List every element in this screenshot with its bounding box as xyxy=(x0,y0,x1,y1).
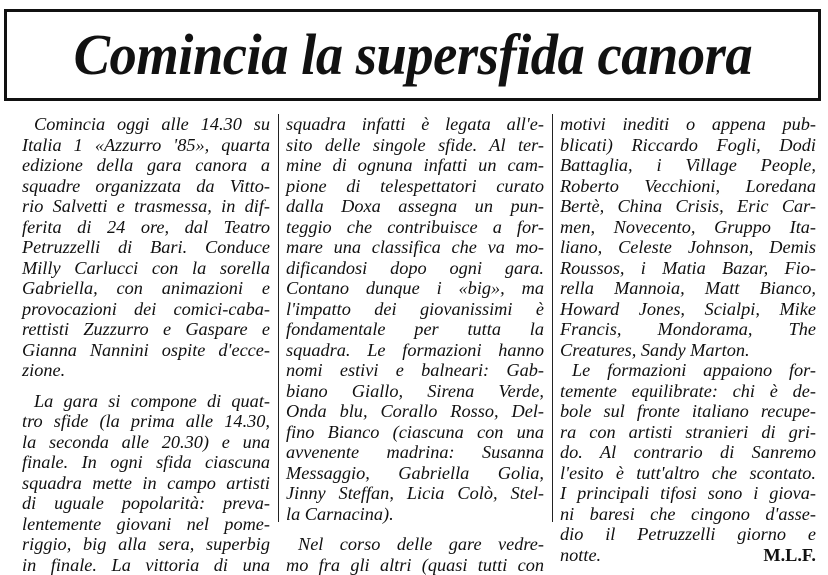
text-line: di uguale popolarità: preva- xyxy=(22,493,270,514)
text-line: dalla Doxa assegna un pun- xyxy=(286,196,544,217)
text-line: finale. In ogni sfida ciascuna xyxy=(22,452,270,473)
text-line: la Carnacina). xyxy=(286,504,544,525)
text-line: motivi inediti o appena pub- xyxy=(560,114,816,135)
text-line: Roberto Vecchioni, Loredana xyxy=(560,176,816,197)
text-line: I principali tifosi sono i giova- xyxy=(560,483,816,504)
text-line: l'impatto dei giovanissimi è xyxy=(286,299,544,320)
text-line: fondamentale per tutta la xyxy=(286,319,544,340)
text-line: avvenente madrina: Susanna xyxy=(286,442,544,463)
text-line: fino Bianco (ciascuna con una xyxy=(286,422,544,443)
text-line: squadra infatti è legata all'e- xyxy=(286,114,544,135)
text-line: men, Novecento, Gruppo Ita- xyxy=(560,217,816,238)
text-line: Jinny Steffan, Licia Colò, Stel- xyxy=(286,483,544,504)
text-line: ferita di 24 ore, dal Teatro xyxy=(22,217,270,238)
text-line: do. Al contrario di Sanremo xyxy=(560,442,816,463)
text-line: Roussos, i Matia Bazar, Fio- xyxy=(560,258,816,279)
text-line: zione. xyxy=(22,360,270,381)
text-line: Creatures, Sandy Marton. xyxy=(560,340,816,361)
text-line: dificandosi dopo ogni gara. xyxy=(286,258,544,279)
text-line: squadra mette in campo artisti xyxy=(22,473,270,494)
text-line: l'esito è tutt'altro che scontato. xyxy=(560,463,816,484)
author-signature: M.L.F. xyxy=(763,545,816,566)
paragraph-gap xyxy=(286,524,544,534)
text-line: mare una classifica che va mo- xyxy=(286,237,544,258)
text-line: Milly Carlucci con la sorella xyxy=(22,258,270,279)
text-line: Contano dunque i «big», ma xyxy=(286,278,544,299)
text-line: Nel corso delle gare vedre- xyxy=(286,534,544,555)
paragraph-gap xyxy=(22,381,270,391)
text-line: Francis, Mondorama, The xyxy=(560,319,816,340)
text-line: dio il Petruzzelli giorno e xyxy=(560,524,816,545)
text-line: rio Salvetti e trasmessa, in dif- xyxy=(22,196,270,217)
text-line: Petruzzelli di Bari. Conduce xyxy=(22,237,270,258)
text-line: Onda blu, Corallo Rosso, Del- xyxy=(286,401,544,422)
text-line: La gara si compone di quat- xyxy=(22,391,270,412)
text-line: provocazioni dei comici-caba- xyxy=(22,299,270,320)
text-line: Messaggio, Gabriella Golia, xyxy=(286,463,544,484)
text-line: ni baresi che cingono d'asse- xyxy=(560,504,816,525)
text-line: riggio, big alla sera, superbig xyxy=(22,534,270,555)
text-line: Bertè, China Crisis, Eric Car- xyxy=(560,196,816,217)
text-line: mo fra gli altri (quasi tutti con xyxy=(286,555,544,575)
text-line: Le formazioni appaiono for- xyxy=(560,360,816,381)
text-line: teggio che contribuisce a for- xyxy=(286,217,544,238)
article-column-2 xyxy=(286,114,544,526)
signature-line xyxy=(560,545,816,566)
text-line: tro sfide (la prima alle 14.30, xyxy=(22,411,270,432)
text-line: in finale. La vittoria di una xyxy=(22,555,270,575)
text-line: edizione della gara canora a xyxy=(22,155,270,176)
text-line: Howard Jones, Scialpi, Mike xyxy=(560,299,816,320)
text-line: blicati) Riccardo Fogli, Dodi xyxy=(560,135,816,156)
text-line: lentemente giovani nel pome- xyxy=(22,514,270,535)
text-line: notte. xyxy=(560,545,601,566)
column-rule-2 xyxy=(552,114,553,522)
text-line: nomi estivi e balneari: Gab- xyxy=(286,360,544,381)
text-line: bole sul fronte italiano recupe- xyxy=(560,401,816,422)
headline: Comincia la supersfida canora xyxy=(73,26,752,84)
text-line: rella Mannoia, Matt Bianco, xyxy=(560,278,816,299)
text-line: mine di ognuna infatti un cam- xyxy=(286,155,544,176)
text-line: squadre organizzata da Vitto- xyxy=(22,176,270,197)
text-line: Battaglia, i Village People, xyxy=(560,155,816,176)
text-line: temente equilibrate: chi è de- xyxy=(560,381,816,402)
text-line: rettisti Zuzzurro e Gaspare e xyxy=(22,319,270,340)
column-rule-1 xyxy=(278,114,279,522)
text-line: squadra. Le formazioni hanno xyxy=(286,340,544,361)
text-line: biano Giallo, Sirena Verde, xyxy=(286,381,544,402)
text-line: ra con artisti stranieri di gri- xyxy=(560,422,816,443)
text-line: Comincia oggi alle 14.30 su xyxy=(22,114,270,135)
article-column-1 xyxy=(22,114,270,526)
article-column-3 xyxy=(560,114,816,526)
text-line: la seconda alle 20.30) e una xyxy=(22,432,270,453)
text-line: Italia 1 «Azzurro '85», quarta xyxy=(22,135,270,156)
text-line: Gabriella, con animazioni e xyxy=(22,278,270,299)
text-line: Gianna Nannini ospite d'ecce- xyxy=(22,340,270,361)
text-line: sito delle singole sfide. Al ter- xyxy=(286,135,544,156)
text-line: pione di telespettatori curato xyxy=(286,176,544,197)
headline-box xyxy=(4,9,821,101)
text-line: liano, Celeste Johnson, Demis xyxy=(560,237,816,258)
